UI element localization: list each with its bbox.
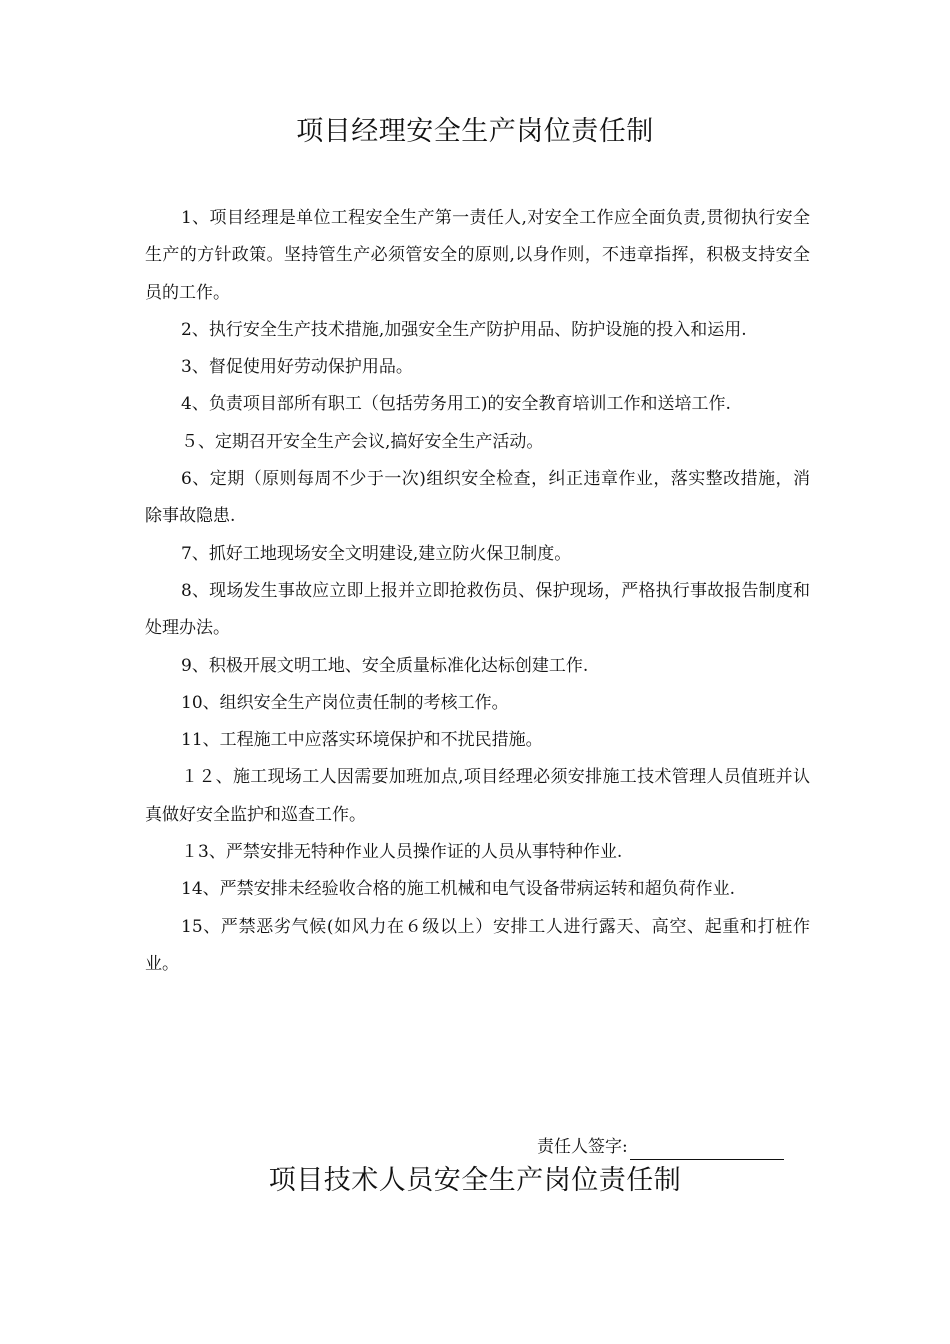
paragraph-1: 1、项目经理是单位工程安全生产第一责任人,对安全工作应全面负责,贯彻执行安全生产的方针政策。坚持管生产必须管安全的原则,以身作则，不违章指挥，积极支持安全员的工作。: [145, 208, 810, 303]
paragraph-11: 11、工程施工中应落实环境保护和不扰民措施。: [181, 730, 543, 751]
paragraph-5: ５、定期召开安全生产会议,搞好安全生产活动。: [181, 431, 544, 452]
paragraph-4: 4、负责项目部所有职工（包括劳务用工)的安全教育培训工作和送培工作.: [181, 394, 731, 415]
paragraph-9: 9、积极开展文明工地、安全质量标准化达标创建工作.: [181, 655, 589, 676]
paragraph-6: 6、定期（原则每周不少于一次)组织安全检查，纠正违章作业，落实整改措施，消除事故隐患.: [145, 469, 810, 527]
paragraph-2: 2、执行安全生产技术措施,加强安全生产防护用品、防护设施的投入和运用.: [181, 319, 747, 340]
signature-block: [537, 1134, 784, 1160]
signature-label: 责任人签字:: [537, 1137, 628, 1157]
paragraph-13: １3、严禁安排无特种作业人员操作证的人员从事特种作业.: [181, 842, 623, 863]
paragraph-8: 8、现场发生事故应立即上报并立即抢救伤员、保护现场，严格执行事故报告制度和处理办法。: [145, 580, 810, 639]
signature-line: [630, 1140, 784, 1160]
document-body: [145, 200, 810, 983]
paragraph-10: 10、组织安全生产岗位责任制的考核工作。: [181, 692, 509, 713]
paragraph-15: 15、严禁恶劣气候(如风力在６级以上）安排工人进行露天、高空、起重和打桩作业。: [145, 916, 810, 974]
paragraph-12: １２、施工现场工人因需要加班加点,项目经理必须安排施工技术管理人员值班并认真做好安全监护和巡查工作。: [145, 767, 810, 825]
paragraph-3: 3、督促使用好劳动保护用品。: [181, 357, 413, 378]
next-section-title: 项目技术人员安全生产岗位责任制: [268, 1165, 682, 1196]
paragraph-14: 14、严禁安排未经验收合格的施工机械和电气设备带病运转和超负荷作业.: [181, 879, 736, 900]
paragraph-7: 7、抓好工地现场安全文明建设,建立防火保卫制度。: [181, 543, 572, 564]
page-title: 项目经理安全生产岗位责任制: [296, 116, 654, 147]
